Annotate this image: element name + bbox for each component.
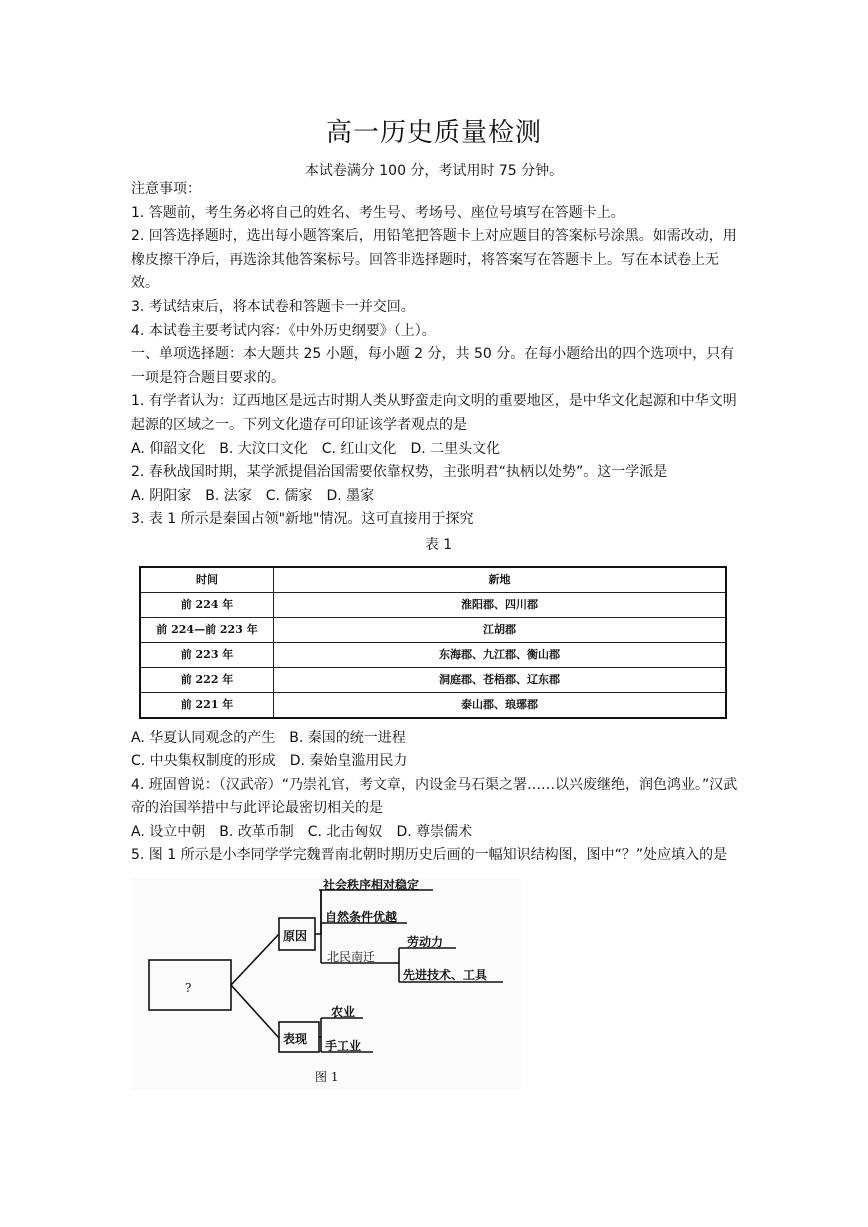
question-options — [131, 727, 746, 751]
note-item: 1. 答题前，考生务必将自己的姓名、考生号、考场号、座位号填写在答题卡上。 — [131, 204, 625, 221]
note-item: 2. 回答选择题时，选出每小题答案后，用铅笔把答题卡上对应题目的答案标号涂黑。如需改动，用橡皮擦干净后，再选涂其他答案标号。回答非选择题时，将答案写在答题卡上。写在本试卷上无效。 — [131, 228, 737, 292]
show-item: 手工业 — [325, 1039, 362, 1054]
migration-item: 先进技术、工具 — [403, 968, 488, 983]
option: D. 秦始皇滥用民力 — [289, 753, 408, 770]
reason-item: 社会秩序相对稳定 — [323, 878, 420, 893]
root-placeholder: ? — [185, 981, 192, 996]
table-caption: 表 1 — [424, 536, 453, 553]
knowledge-structure-diagram — [131, 878, 521, 1090]
table-cell: 泰山郡、琅琊郡 — [274, 692, 727, 718]
question-options — [131, 750, 746, 774]
table-cell: 前 222 年 — [140, 667, 274, 692]
table-cell: 前 221 年 — [140, 692, 274, 718]
territory-table — [139, 566, 727, 719]
section-title: 一、单项选择题：本大题共 25 小题，每小题 2 分，共 50 分。在每小题给出的四个选项中，只有一项是符合题目要求的。 — [131, 346, 735, 386]
question-stem: 1. 有学者认为：辽西地区是远古时期人类从野蛮走向文明的重要地区，是中华文化起源和中华文明起源的区域之一。下列文化遗存可印证该学者观点的是 — [131, 393, 737, 433]
option: C. 儒家 — [265, 487, 313, 504]
question-options — [131, 821, 746, 845]
note-item: 3. 考试结束后，将本试卷和答题卡一并交回。 — [131, 298, 415, 315]
option: B. 法家 — [205, 487, 252, 504]
option: B. 改革币制 — [219, 823, 294, 840]
table-cell: 前 223 年 — [140, 642, 274, 667]
table-cell: 洞庭郡、苍梧郡、辽东郡 — [274, 667, 727, 692]
exam-subtitle: 本试卷满分 100 分，考试用时 75 分钟。 — [304, 163, 564, 179]
migration-item: 劳动力 — [407, 935, 444, 950]
reason-item: 北民南迁 — [327, 950, 376, 965]
option: C. 红山文化 — [321, 440, 397, 457]
option: D. 尊崇儒术 — [396, 823, 473, 840]
table-row — [140, 642, 726, 667]
table-cell: 前 224—前 223 年 — [140, 617, 274, 642]
option: B. 大汶口文化 — [219, 440, 308, 457]
option: A. 阴阳家 — [131, 487, 192, 504]
table-cell: 前 224 年 — [140, 592, 274, 617]
question-stem: 5. 图 1 所示是小李同学学完魏晋南北朝时期历史后画的一幅知识结构图，图中“？”处应填入的是 — [131, 847, 728, 864]
table-row — [140, 692, 726, 718]
table-header-row — [140, 567, 726, 593]
option: D. 二里头文化 — [410, 440, 501, 457]
option: A. 设立中朝 — [131, 823, 206, 840]
option: A. 华夏认同观念的产生 — [131, 729, 276, 746]
option: D. 墨家 — [326, 487, 375, 504]
question-options — [131, 485, 746, 509]
figure-caption: 图 1 — [315, 1070, 339, 1085]
reason-label: 原因 — [283, 929, 308, 944]
show-label: 表现 — [283, 1032, 308, 1047]
show-item: 农业 — [331, 1005, 356, 1020]
note-item: 4. 本试卷主要考试内容：《中外历史纲要》（上）。 — [131, 322, 436, 339]
option: C. 北击匈奴 — [307, 823, 383, 840]
notes-heading: 注意事项： — [131, 181, 201, 197]
question-stem: 3. 表 1 所示是秦国占领"新地"情况。这可直接用于探究 — [131, 511, 474, 528]
option: C. 中央集权制度的形成 — [131, 753, 276, 770]
question-stem: 4. 班固曾说：（汉武帝）“乃崇礼官，考文章，内设金马石渠之署……以兴废继绝，润色鸿业。”汉武帝的治国举措中与此评论最密切相关的是 — [131, 776, 738, 817]
table-row — [140, 617, 726, 642]
table-header-cell: 时间 — [140, 567, 274, 593]
table-row — [140, 667, 726, 692]
table-header-cell: 新地 — [274, 567, 727, 593]
option: B. 秦国的统一进程 — [289, 729, 406, 746]
table-cell: 淮阳郡、四川郡 — [274, 592, 727, 617]
table-cell: 东海郡、九江郡、衡山郡 — [274, 642, 727, 667]
page-title: 高一历史质量检测 — [325, 118, 542, 148]
option: A. 仰韶文化 — [131, 440, 206, 457]
table-cell: 江胡郡 — [274, 617, 727, 642]
reason-item: 自然条件优越 — [325, 910, 398, 925]
exam-body — [131, 178, 746, 1090]
question-options — [131, 438, 746, 462]
question-stem: 2. 春秋战国时期，某学派提倡治国需要依靠权势，主张明君“执柄以处势”。这一学派是 — [131, 464, 668, 481]
table-row — [140, 592, 726, 617]
